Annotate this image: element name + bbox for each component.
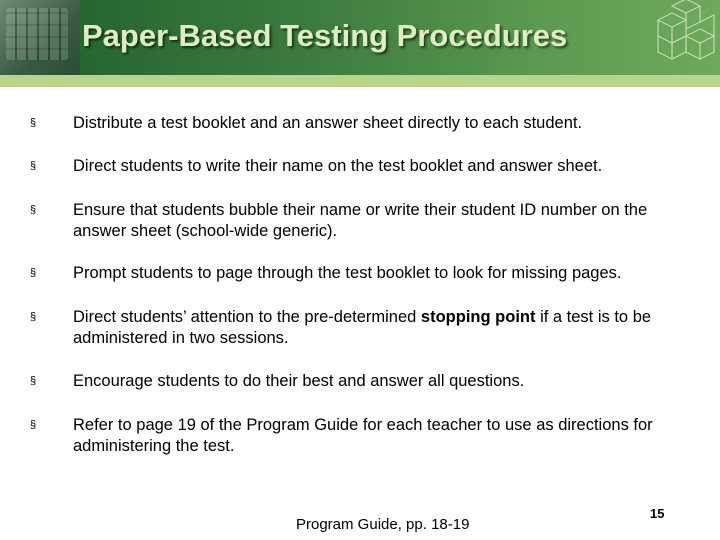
- bullet-marker: §: [30, 204, 37, 216]
- bullet-item: [30, 200, 700, 242]
- stacked-cubes-icon: [638, 0, 720, 75]
- bullet-text-after: if a test is to be administered in two sessions.: [73, 308, 652, 347]
- bullet-item: [30, 156, 602, 177]
- bullet-marker: §: [30, 419, 37, 431]
- bullet-item: [30, 415, 700, 457]
- bullet-marker: §: [30, 267, 37, 279]
- bullet-text: Ensure that students bubble their name or write their student ID number on the answer sheet (school-wide generic).: [73, 201, 648, 240]
- bullet-text: Encourage students to do their best and answer all questions.: [73, 372, 525, 390]
- slide-title: Paper-Based Testing Procedures: [82, 18, 568, 53]
- bullet-marker: §: [30, 311, 37, 323]
- bullet-marker: §: [30, 375, 37, 387]
- slide-header: [0, 0, 720, 75]
- bullet-item: [30, 263, 622, 284]
- bullet-text: Refer to page 19 of the Program Guide for each teacher to use as directions for administering the test.: [73, 416, 653, 455]
- page-number: 15: [650, 506, 665, 521]
- bullet-item: [30, 113, 582, 134]
- bullet-text: Distribute a test booklet and an answer sheet directly to each student.: [73, 114, 583, 132]
- bullet-marker: §: [30, 117, 37, 129]
- bullet-item: [30, 371, 524, 392]
- footer-reference: Program Guide, pp. 18-19: [296, 516, 470, 533]
- bullet-text: [73, 307, 700, 349]
- bullet-text: Direct students to write their name on the test booklet and answer sheet.: [73, 157, 603, 175]
- bullet-text-before: Direct students’ attention to the pre-determined: [73, 308, 421, 326]
- keyboard-photo-icon: [0, 0, 80, 75]
- header-accent-stripe: [0, 75, 720, 87]
- bullet-item: [30, 307, 700, 349]
- stopping-point-emphasis: stopping point: [420, 308, 536, 326]
- bullet-text: Prompt students to page through the test booklet to look for missing pages.: [73, 264, 622, 282]
- bullet-marker: §: [30, 160, 37, 172]
